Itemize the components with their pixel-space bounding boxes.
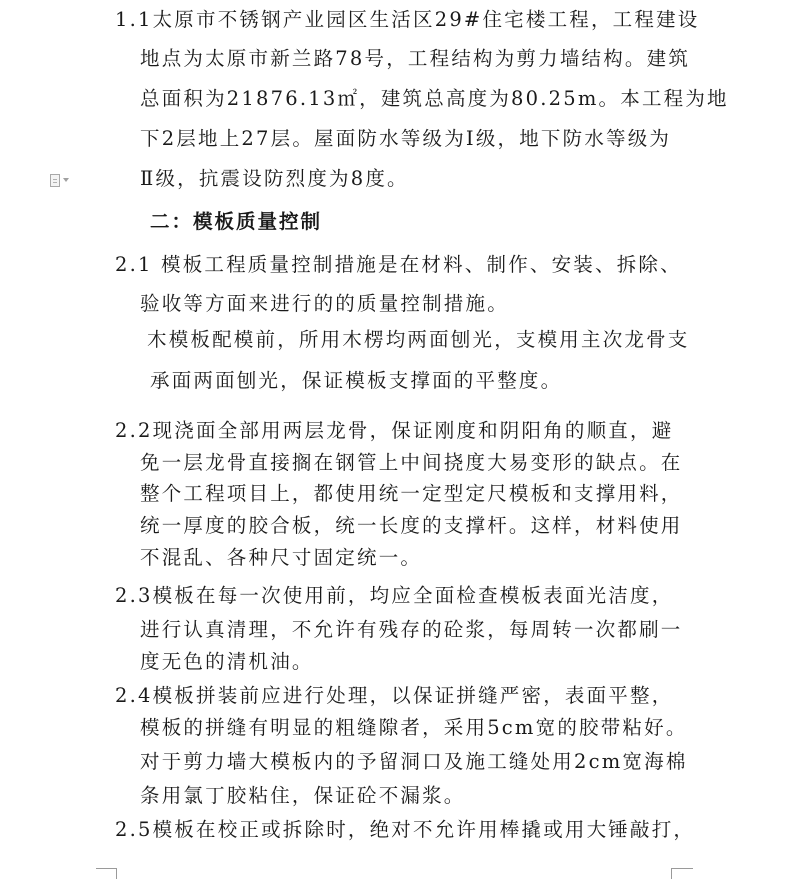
text-line: 进行认真清理，不允许有残存的砼浆，每周转一次都刷一 xyxy=(140,618,683,641)
text-line: 验收等方面来进行的的质量控制措施。 xyxy=(140,292,509,315)
section-heading: 二：模板质量控制 xyxy=(150,210,323,233)
crop-mark-right xyxy=(671,868,672,879)
chevron-down-icon xyxy=(63,178,69,182)
text-line: 对于剪力墙大模板内的予留洞口及施工缝处用2cm宽海棉 xyxy=(140,750,688,773)
text-line: 1.1太原市不锈钢产业园区生活区29#住宅楼工程，工程建设 xyxy=(115,8,700,31)
paragraph-marker[interactable] xyxy=(50,172,78,188)
text-line: 2.1 模板工程质量控制措施是在材料、制作、安装、拆除、 xyxy=(115,253,682,276)
text-line: 统一厚度的胶合板，统一长度的支撑杆。这样，材料使用 xyxy=(140,514,683,537)
text-line: 木模板配模前，所用木楞均两面刨光，支模用主次龙骨支 xyxy=(147,328,690,351)
crop-mark-right-horizontal xyxy=(671,868,693,869)
document-paragraph-icon xyxy=(50,174,60,187)
text-line: 免一层龙骨直接搁在钢管上中间挠度大易变形的缺点。在 xyxy=(140,451,683,474)
crop-mark-left xyxy=(116,868,117,879)
text-line: 承面两面刨光，保证模板支撑面的平整度。 xyxy=(150,369,563,392)
crop-mark-left-horizontal xyxy=(96,868,116,869)
text-line: 不混乱、各种尺寸固定统一。 xyxy=(140,546,423,569)
text-line: 2.5模板在校正或拆除时，绝对不允许用棒撬或用大锤敲打， xyxy=(115,818,696,841)
text-line: 度无色的清机油。 xyxy=(140,650,314,673)
text-line: 2.3模板在每一次使用前，均应全面检查模板表面光洁度， xyxy=(115,584,674,607)
text-line: 模板的拼缝有明显的粗缝隙者，采用5cm宽的胶带粘好。 xyxy=(140,716,688,739)
text-line: 条用氯丁胶粘住，保证砼不漏浆。 xyxy=(140,784,466,807)
text-line: 下2层地上27层。屋面防水等级为Ⅰ级，地下防水等级为 xyxy=(140,127,672,150)
text-line: Ⅱ级，抗震设防烈度为8度。 xyxy=(140,167,409,190)
text-line: 整个工程项目上，都使用统一定型定尺模板和支撑用料， xyxy=(140,482,683,505)
text-line: 地点为太原市新兰路78号，工程结构为剪力墙结构。建筑 xyxy=(140,47,691,70)
text-line: 总面积为21876.13㎡，建筑总高度为80.25m。本工程为地 xyxy=(140,87,729,110)
text-line: 2.4模板拼装前应进行处理，以保证拼缝严密，表面平整， xyxy=(115,684,674,707)
text-line: 2.2现浇面全部用两层龙骨，保证刚度和阴阳角的顺直，避 xyxy=(115,419,674,442)
